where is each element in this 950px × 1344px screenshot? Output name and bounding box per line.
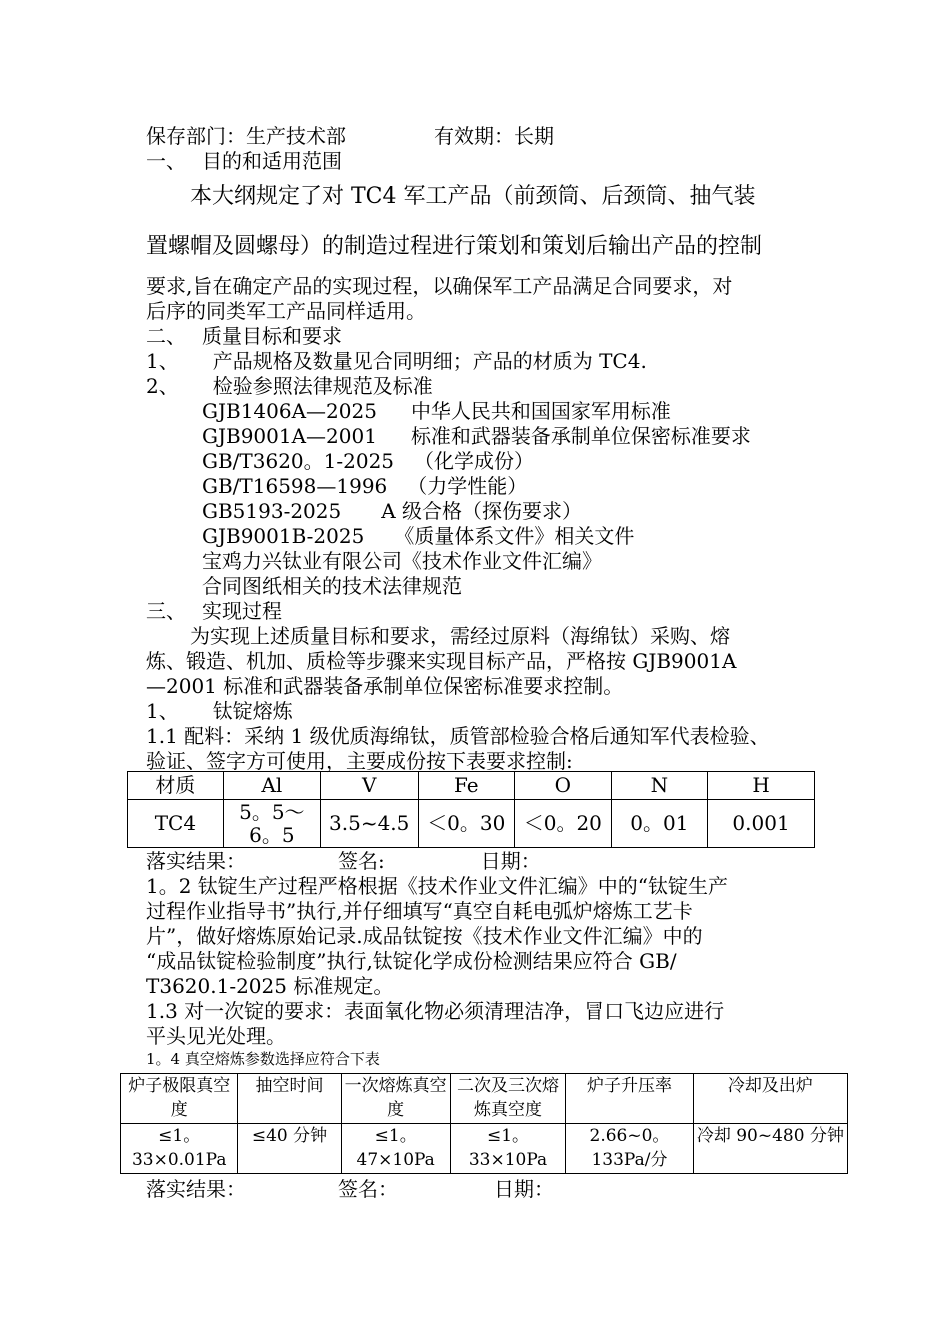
standard-desc: 《质量体系文件》相关文件 <box>394 524 635 548</box>
item-number: 2、 <box>146 374 179 398</box>
table-cell: ＜0。20 <box>515 800 612 848</box>
paragraph-line: 本大纲规定了对 TC4 军工产品（前颈筒、后颈筒、抽气装 <box>190 184 756 209</box>
paragraph-line: 为实现上述质量目标和要求，需经过原料（海绵钛）采购、熔 <box>190 624 730 648</box>
table-header-cell: V <box>320 772 418 800</box>
paragraph-line: 平头见光处理。 <box>146 1024 286 1048</box>
table-cell: 0.001 <box>708 800 815 848</box>
list-item <box>146 349 647 373</box>
item-text: 钛锭熔炼 <box>212 699 293 723</box>
paragraph-line: —2001 标准和武器装备承制单位保密标准要求控制。 <box>146 674 624 698</box>
standard-code: GB/T16598—1996 <box>202 474 388 498</box>
signoff-line <box>146 849 541 873</box>
list-item <box>146 374 433 398</box>
item-text: 检验参照法律规范及标准 <box>212 374 433 398</box>
standard-item <box>202 399 671 423</box>
date-label: 日期： <box>480 849 541 873</box>
table-cell: 2.66~0。133Pa/分 <box>566 1124 694 1174</box>
item-number: 1、 <box>146 699 179 723</box>
section-3-heading <box>146 599 282 623</box>
table-cell: ≤40 分钟 <box>238 1124 341 1174</box>
table-caption: 1。4 真空熔炼参数选择应符合下表 <box>146 1050 380 1068</box>
standard-code: GJB9001A—2001 <box>202 424 377 448</box>
standard-code: GB5193-2025 <box>202 499 342 523</box>
paragraph-line: 验证、签字方可使用，主要成份按下表要求控制: <box>146 749 573 773</box>
table-cell: ≤1。33×10Pa <box>450 1124 565 1174</box>
standard-item <box>202 574 462 598</box>
table-cell: TC4 <box>128 800 224 848</box>
vacuum-parameters-table <box>120 1073 848 1174</box>
paragraph-line: 要求,旨在确定产品的实现过程，以确保军工产品满足合同要求，对 <box>146 274 733 298</box>
paragraph-line: T3620.1-2025 标准规定。 <box>146 974 394 998</box>
section-title: 目的和适用范围 <box>202 149 342 173</box>
paragraph-line: 片”，做好熔炼原始记录.成品钛锭按《技术作业文件汇编》中的 <box>146 924 703 948</box>
table-header-row <box>121 1074 848 1124</box>
table-header-cell: 材质 <box>128 772 224 800</box>
standard-item <box>202 549 602 573</box>
table-header-cell: H <box>708 772 815 800</box>
section-number: 二、 <box>146 324 186 348</box>
paragraph-line: 1.1 配料：采纳 1 级优质海绵钛，质管部检验合格后通知军代表检验、 <box>146 724 770 748</box>
table-header-cell: 冷却及出炉 <box>693 1074 847 1124</box>
standard-item <box>202 449 534 473</box>
table-cell: 0。01 <box>611 800 708 848</box>
table-header-cell: 二次及三次熔炼真空度 <box>450 1074 565 1124</box>
table-row <box>128 800 815 848</box>
standard-desc: （力学性能） <box>407 474 528 498</box>
section-number: 一、 <box>146 149 186 173</box>
table-header-cell: N <box>611 772 708 800</box>
table-cell: ≤1。33×0.01Pa <box>121 1124 238 1174</box>
paragraph-line: 过程作业指导书”执行,并仔细填写“真空自耗电弧炉熔炼工艺卡 <box>146 899 693 923</box>
standard-desc: 标准和武器装备承制单位保密标准要求 <box>410 424 751 448</box>
table-header-cell: 炉子升压率 <box>566 1074 694 1124</box>
storage-dept: 保存部门：生产技术部 <box>146 124 346 148</box>
signature-label: 签名: <box>338 849 385 873</box>
paragraph-line: 后序的同类军工产品同样适用。 <box>146 299 426 323</box>
header-line <box>146 124 554 148</box>
item-number: 1、 <box>146 349 179 373</box>
standard-desc: 中华人民共和国国家军用标准 <box>410 399 671 423</box>
table-header-cell: O <box>515 772 612 800</box>
standard-item <box>202 499 582 523</box>
table-header-cell: 抽空时间 <box>238 1074 341 1124</box>
table-cell: ＜0。30 <box>418 800 515 848</box>
section-1-heading <box>146 149 342 173</box>
table-header-cell: Fe <box>418 772 515 800</box>
section-number: 三、 <box>146 599 186 623</box>
date-label: 日期： <box>494 1177 554 1201</box>
paragraph-line: “成品钛锭检验制度”执行,钛锭化学成份检测结果应符合 GB/ <box>146 949 677 973</box>
standard-desc: A 级合格（探伤要求） <box>381 499 583 523</box>
signature-label: 签名： <box>338 1177 398 1201</box>
paragraph-line: 1.3 对一次锭的要求：表面氧化物必须清理洁净，冒口飞边应进行 <box>146 999 725 1023</box>
standard-code: 宝鸡力兴钛业有限公司《技术作业文件汇编》 <box>202 549 602 573</box>
table-cell: 冷却 90~480 分钟 <box>693 1124 847 1174</box>
table-header-cell: 一次熔炼真空度 <box>341 1074 450 1124</box>
standard-code: GJB1406A—2025 <box>202 399 377 423</box>
standard-code: GB/T3620。1-2025 <box>202 449 395 473</box>
result-label: 落实结果： <box>146 1177 246 1201</box>
composition-table <box>127 771 815 848</box>
standard-item <box>202 424 751 448</box>
section-title: 质量目标和要求 <box>202 324 342 348</box>
signoff-line <box>146 1177 554 1201</box>
section-title: 实现过程 <box>202 599 282 623</box>
table-row <box>121 1124 848 1174</box>
result-label: 落实结果： <box>146 849 246 873</box>
validity-period: 有效期：长期 <box>434 124 554 148</box>
standard-item <box>202 474 527 498</box>
standard-code: GJB9001B-2025 <box>202 524 365 548</box>
table-cell: 3.5~4.5 <box>320 800 418 848</box>
standard-item <box>202 524 634 548</box>
table-cell: 5。5～6。5 <box>223 800 320 848</box>
subsection-heading <box>146 699 293 723</box>
paragraph-line: 炼、锻造、机加、质检等步骤来实现目标产品，严格按 GJB9001A <box>146 649 737 673</box>
table-header-row <box>128 772 815 800</box>
item-text: 产品规格及数量见合同明细；产品的材质为 TC4. <box>212 349 647 373</box>
table-cell: ≤1。47×10Pa <box>341 1124 450 1174</box>
table-header-cell: 炉子极限真空度 <box>121 1074 238 1124</box>
standard-code: 合同图纸相关的技术法律规范 <box>202 574 462 598</box>
paragraph-line: 1。2 钛锭生产过程严格根据《技术作业文件汇编》中的“钛锭生产 <box>146 874 729 898</box>
table-header-cell: Al <box>223 772 320 800</box>
paragraph-line: 置螺帽及圆螺母）的制造过程进行策划和策划后输出产品的控制 <box>146 234 763 259</box>
section-2-heading <box>146 324 342 348</box>
standard-desc: （化学成份） <box>414 449 535 473</box>
